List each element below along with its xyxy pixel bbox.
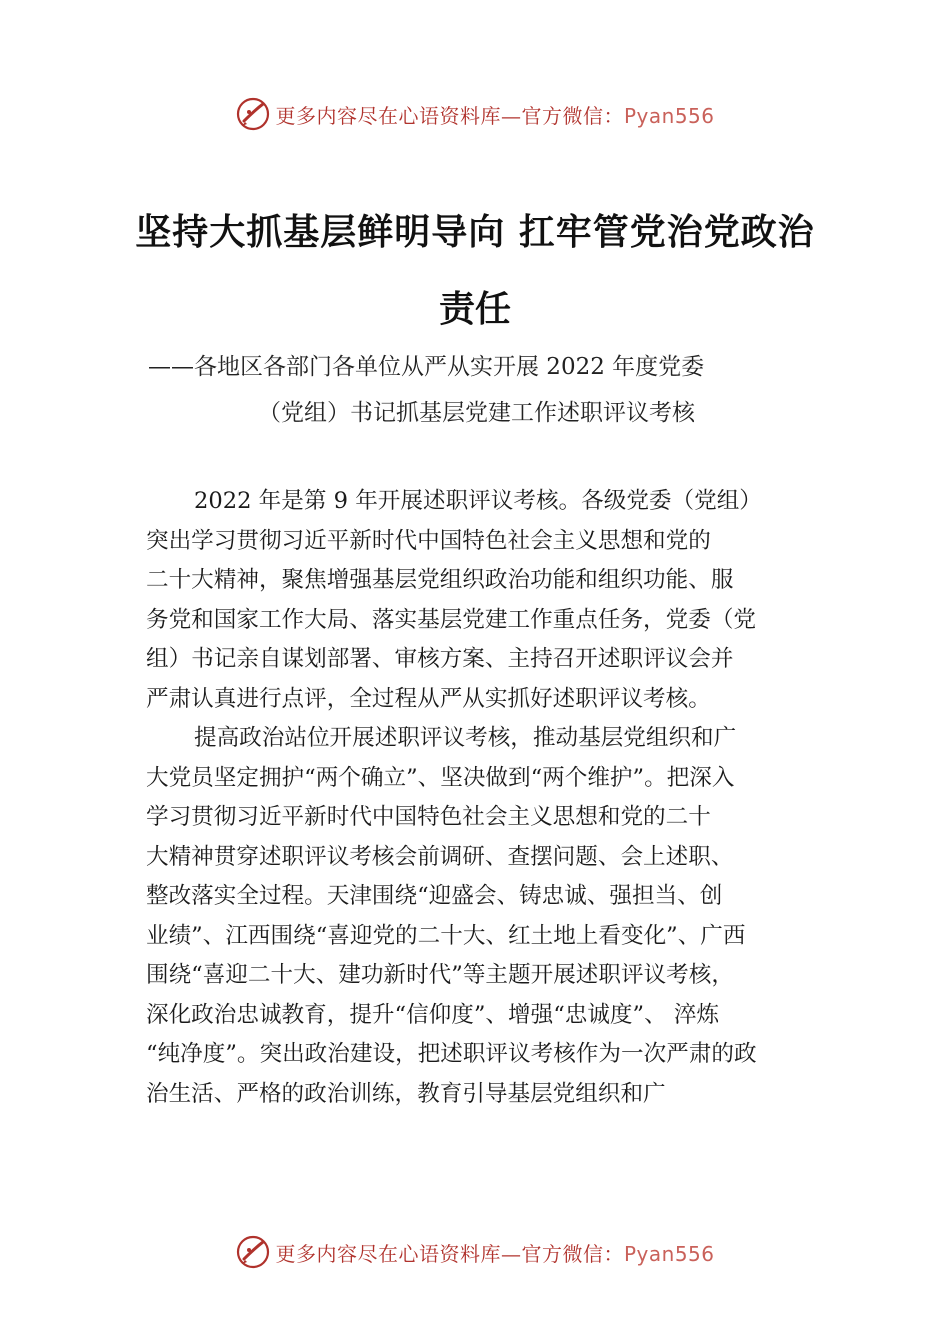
paragraph-line: 二十大精神，聚焦增强基层党组织政治功能和组织功能、服 bbox=[146, 567, 734, 593]
watermark-text: 更多内容尽在心语资料库—官方微信：Pyan556 bbox=[275, 1241, 715, 1266]
watermark-banner-bottom bbox=[0, 1232, 950, 1272]
paragraph-line: 大党员坚定拥护“两个确立”、坚决做到“两个维护”。把深入 bbox=[146, 764, 735, 791]
paragraph-line: 整改落实全过程。天津围绕“迎盛会、铸忠诚、强担当、创 bbox=[146, 883, 723, 909]
paragraph-line: 突出学习贯彻习近平新时代中国特色社会主义思想和党的 bbox=[146, 527, 711, 554]
brush-seal-icon bbox=[235, 96, 271, 132]
wechat-id: Pyan556 bbox=[623, 103, 715, 128]
paragraph-line: 大精神贯穿述职评议考核会前调研、查摆问题、会上述职、 bbox=[146, 843, 734, 870]
paragraph-line: 业绩”、江西围绕“喜迎党的二十大、红土地上看变化”、广西 bbox=[146, 922, 746, 949]
watermark-text: 更多内容尽在心语资料库—官方微信：Pyan556 bbox=[275, 103, 715, 128]
paragraph-line: 深化政治忠诚教育，提升“信仰度”、增强“忠诚度”、 淬炼 bbox=[146, 1001, 720, 1028]
body-paragraph-2 bbox=[146, 719, 818, 1114]
paragraph-line: 围绕“喜迎二十大、建功新时代”等主题开展述职评议考核， bbox=[146, 962, 734, 988]
paragraph-line: 组）书记亲自谋划部署、审核方案、主持召开述职评议会并 bbox=[146, 646, 734, 672]
paragraph-line: 2022 年是第 9 年开展述职评议考核。各级党委（党组） bbox=[194, 488, 762, 514]
paragraph-line: 严肃认真进行点评，全过程从严从实抓好述职评议考核。 bbox=[146, 685, 711, 712]
wechat-id: Pyan556 bbox=[623, 1241, 715, 1266]
watermark-banner-top bbox=[0, 94, 950, 134]
document-title-line-2: 责任 bbox=[438, 289, 511, 330]
body-paragraph-1 bbox=[146, 482, 818, 719]
brush-seal-icon bbox=[235, 1234, 271, 1270]
document-subtitle-line-2: （党组）书记抓基层党建工作述职评议考核 bbox=[258, 400, 695, 426]
paragraph-line: 务党和国家工作大局、落实基层党建工作重点任务，党委（党 bbox=[146, 606, 757, 633]
paragraph-line: “纯净度”。突出政治建设，把述职评议考核作为一次严肃的政 bbox=[146, 1041, 757, 1067]
paragraph-line: 学习贯彻习近平新时代中国特色社会主义思想和党的二十 bbox=[146, 804, 711, 830]
document-subtitle-line-1: ——各地区各部门各单位从严从实开展 2022 年度党委 bbox=[148, 354, 705, 380]
paragraph-line: 治生活、严格的政治训练，教育引导基层党组织和广 bbox=[146, 1080, 666, 1107]
paragraph-line: 提高政治站位开展述职评议考核，推动基层党组织和广 bbox=[194, 725, 737, 751]
document-title-line-1: 坚持大抓基层鲜明导向 扛牢管党治党政治 bbox=[135, 212, 815, 253]
